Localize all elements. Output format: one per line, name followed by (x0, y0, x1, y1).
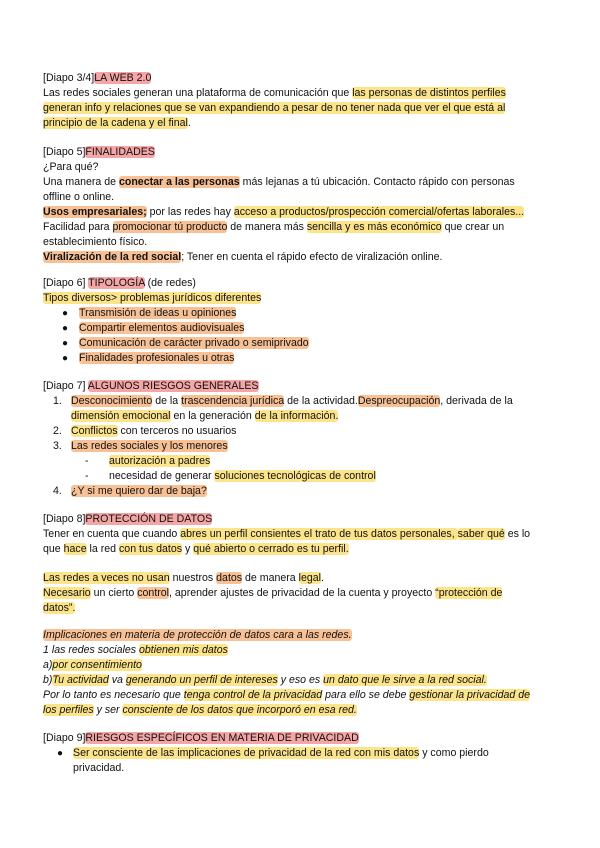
list-item: 2. Conflictos con terceros no usuarios (53, 425, 237, 437)
section-title: LA WEB 2.0 (94, 72, 152, 84)
section-finalidades: [Diapo 5]FINALIDADES ¿Para qué? Una manera de conectar a las personas más lejanas a tú ubicación. Contacto rápido con personas offline o online. Usos empresariales; por las redes hay acceso a productos/prospección comercial/ofertas laborales... Facilidad para promocionar tú producto de manera más sencilla y es más económico que crear un establecimiento físico. Viralización de la red social; Tener en cuenta el rápido efecto de viralización online. (43, 145, 558, 265)
section-title: FINALIDADES (85, 146, 155, 158)
section-heading: [Diapo 7] ALGUNOS RIESGOS GENERALES (43, 380, 259, 392)
list-subitem: - autorización a padres (85, 455, 211, 467)
list-subitem: - necesidad de generar soluciones tecnológicas de control (85, 470, 376, 482)
list-item: ● Comunicación de carácter privado o semiprivado (62, 337, 309, 349)
section-web20: [Diapo 3/4]LA WEB 2.0 Las redes sociales generan una plataforma de comunicación que las personas de distintos perfiles generan info y relaciones que se van expandiendo a pesar de no tener nada que ver el que está al principio de la cadena y el final. (43, 71, 558, 131)
section-implicaciones: Implicaciones en materia de protección de datos cara a las redes. 1 las redes sociales obtienen mis datos a)por consentimiento b)Tu actividad va generando un perfil de intereses y eso es un dato que le sirve a la red social. Por lo tanto es necesario que tenga control de la privacidad para ello se debe gestionar la privacidad de los perfiles y ser consciente de los datos que incorporó en esa red. (43, 629, 531, 716)
section-riesgos: [Diapo 7] ALGUNOS RIESGOS GENERALES 1. Desconocimiento de la trascendencia jurídica de la actividad.Despreocupación, derivada de la dimensión emocional en la generación de la información. 2. Conflictos con terceros no usuarios 3. Las redes sociales y los menores - autorización a padres - necesidad de generar soluciones tecnológicas de control 4. ¿Y si me quiero dar de baja? (43, 379, 558, 499)
list-item: 1. Desconocimiento de la trascendencia jurídica de la actividad.Despreocupación, derivada de la (53, 395, 513, 407)
section-title: RIESGOS ESPECÍFICOS EN MATERIA DE PRIVACIDAD (85, 732, 359, 744)
list-item: 4. ¿Y si me quiero dar de baja? (53, 485, 207, 497)
list-item: ● Ser consciente de las implicaciones de privacidad de la red con mis datos y como pierdo (57, 747, 489, 759)
section-tipologia: [Diapo 6] TIPOLOGÍA (de redes) Tipos diversos> problemas jurídicos diferentes ● Transmisión de ideas u opiniones ● Compartir elementos audiovisuales ● Comunicación de carácter privado o semiprivado ● Finalidades profesionales u otras (43, 276, 558, 366)
section-title: PROTECCIÓN DE DATOS (85, 513, 213, 525)
section-title: ALGUNOS RIESGOS GENERALES (87, 380, 259, 392)
section-heading: [Diapo 3/4]LA WEB 2.0 (43, 72, 152, 84)
list-item: ● Compartir elementos audiovisuales (62, 322, 245, 334)
list-item: 3. Las redes sociales y los menores (53, 440, 228, 452)
section-heading: [Diapo 9]RIESGOS ESPECÍFICOS EN MATERIA DE PRIVACIDAD (43, 732, 359, 744)
list-item: ● Finalidades profesionales u otras (62, 352, 235, 364)
section-heading: [Diapo 8]PROTECCIÓN DE DATOS (43, 513, 213, 525)
section-title: TIPOLOGÍA (88, 277, 145, 289)
section-riesgos-especificos: [Diapo 9]RIESGOS ESPECÍFICOS EN MATERIA DE PRIVACIDAD ● Ser consciente de las implicaciones de privacidad de la red con mis datos y como pierdo privacidad. (43, 731, 558, 776)
section-proteccion: [Diapo 8]PROTECCIÓN DE DATOS Tener en cuenta que cuando abres un perfil consientes el trato de tus datos personales, saber qué es lo que hace la red con tus datos y qué abierto o cerrado es tu perfil. (43, 512, 558, 557)
list-item: ● Transmisión de ideas u opiniones (62, 307, 237, 319)
section-heading: [Diapo 6] TIPOLOGÍA (de redes) (43, 277, 196, 289)
section-proteccion-2: Las redes a veces no usan nuestros datos de manera legal. Necesario un cierto control, aprender ajustes de privacidad de la cuenta y proyecto “protección de datos”. (43, 572, 503, 614)
section-heading: [Diapo 5]FINALIDADES (43, 146, 155, 158)
